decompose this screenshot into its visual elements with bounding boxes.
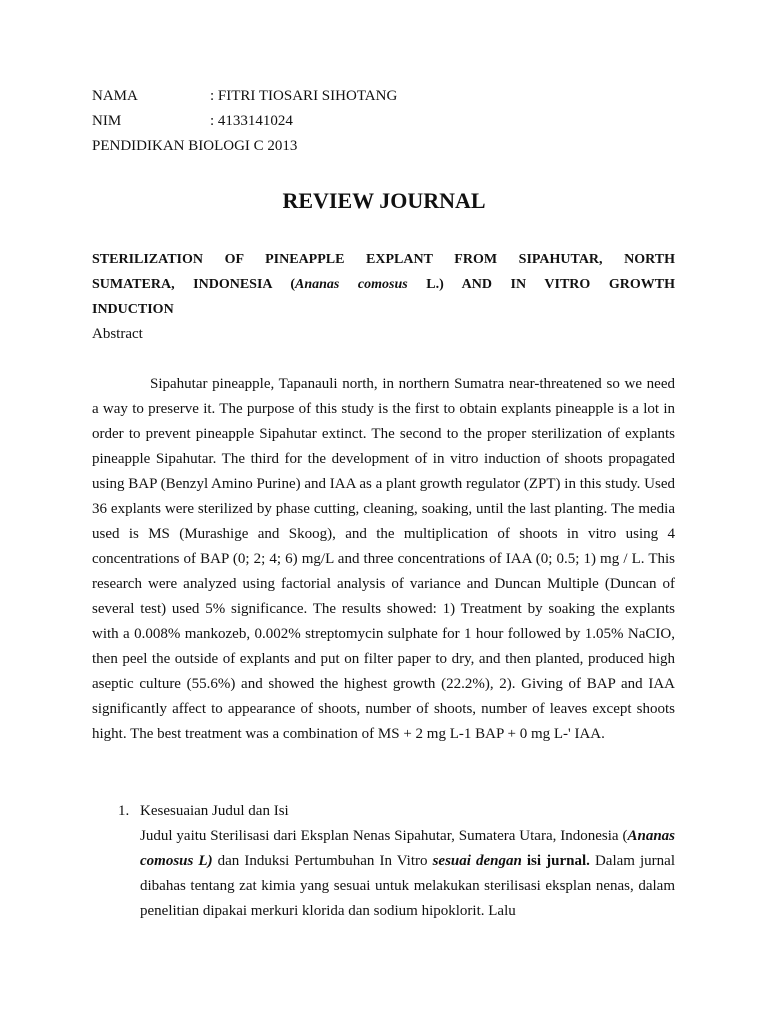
journal-title-line-2 (92, 272, 675, 297)
journal-title-species: Ananas comosus (294, 277, 408, 292)
section-1-species: Ananas comosus L) (140, 828, 675, 869)
program-text: PENDIDIKAN BIOLOGI C 2013 (92, 138, 298, 154)
nim-label: NIM (92, 113, 122, 129)
section-1-body (140, 824, 675, 924)
journal-title (92, 247, 675, 322)
abstract-paragraph: Sipahutar pineapple, Tapanauli north, in northern Sumatra near-threatened so we need a way to preserve it. The purpose of this study is the first to obtain explants pineapple is a lot in order to prevent pineapple Sipahutar extinct. The second to the proper sterilization of explants pineapple Sipahutar. The third for the development of in vitro induction of shoots propagated using BAP (Benzyl Amino Purine) and IAA as a plant growth regulator (ZPT) in this study. Used 36 explants were sterilized by phase cutting, cleaning, soaking, until the last planting. The media used is MS (Murashige and Skoog), and the multiplication of shoots in vitro using 4 concentrations of BAP (0; 2; 4; 6) mg/L and three concentrations of IAA (0; 0.5; 1) mg / L. This research were analyzed using factorial analysis of variance and Duncan Multiple (Duncan of several test) used 5% significance. The results showed: 1) Treatment by soaking the explants with a 0.008% mankozeb, 0.002% streptomycin sulphate for 1 hour followed by 1.05% NaCIO, then peel the outside of explants and put on filter paper to dry, and then planted, produced high aseptic culture (55.6%) and showed the highest growth (22.2%), 2). Giving of BAP and IAA significantly affect to appearance of shoots, number of shoots, number of leaves except shoots hight. The best treatment was a combination of MS + 2 mg L-1 BAP + 0 mg L-' IAA. (92, 376, 675, 742)
section-1 (118, 799, 675, 924)
page-title: REVIEW JOURNAL (282, 188, 486, 213)
student-info (92, 84, 692, 159)
section-1-text-b: dan Induksi Pertumbuhan In Vitro (212, 853, 433, 869)
section-1-heading: Kesesuaian Judul dan Isi (140, 803, 289, 819)
journal-title-line-2a: SUMATERA, INDONESIA ( (92, 277, 295, 292)
section-1-number: 1. (118, 803, 130, 819)
program-row (92, 134, 692, 159)
abstract-body (92, 372, 675, 747)
journal-title-line-3: INDUCTION (92, 302, 174, 317)
abstract-heading: Abstract (92, 326, 143, 342)
section-1-text-a: Judul yaitu Sterilisasi dari Eksplan Nenas Sipahutar, Sumatera Utara, Indonesia ( (140, 828, 628, 844)
section-1-text-c: Dalam jurnal dibahas tentang zat kimia yang sesuai untuk melakukan sterilisasi eksplan nenas, dalam penelitian dipakai merkuri klorida dan sodium hipoklorit. Lalu (140, 853, 675, 919)
journal-title-line-1: STERILIZATION OF PINEAPPLE EXPLANT FROM SIPAHUTAR, NORTH (92, 252, 675, 267)
nama-label: NAMA (92, 88, 138, 104)
nama-value: : FITRI TIOSARI SIHOTANG (210, 88, 398, 104)
section-1-isi: isi jurnal. (526, 853, 590, 869)
journal-title-line-2b: L.) AND IN VITRO GROWTH (407, 277, 675, 292)
nama-row (92, 84, 692, 109)
nim-value: : 4133141024 (210, 113, 293, 129)
section-1-sesuai: sesuai dengan (432, 853, 522, 869)
nim-row (92, 109, 692, 134)
